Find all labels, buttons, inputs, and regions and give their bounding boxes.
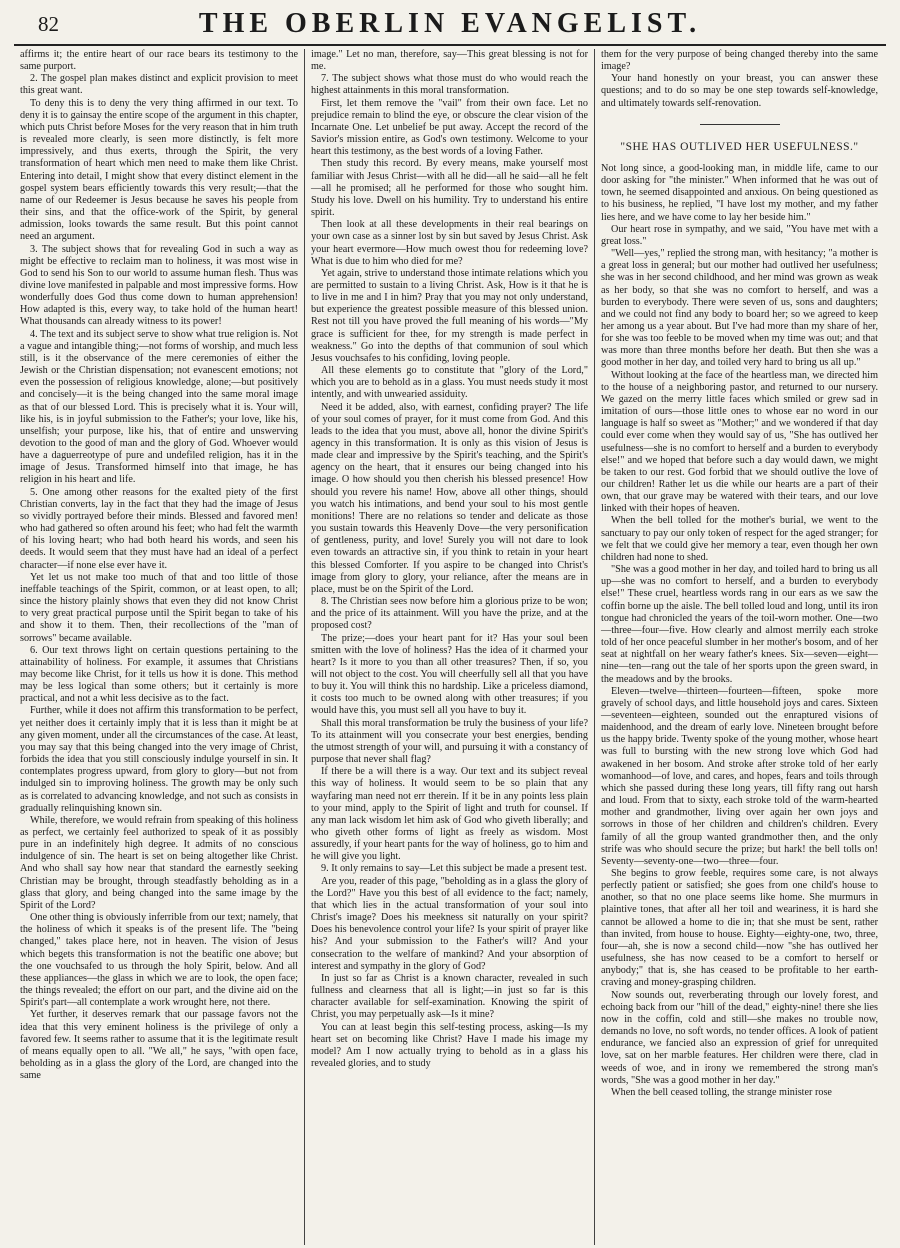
paragraph: Not long since, a good-looking man, in middle life, came to our door asking for "the minister." When informed that he was out of town, he seemed disappointed and anxious. On being questioned as to his business, he replied, "I have lost my mother, and my father lies here, and we have come to lay her beside him." bbox=[601, 162, 878, 223]
paragraph: When the bell tolled for the mother's burial, we went to the sanctuary to pay our only token of respect for the aged stranger; for we felt that we could give her memory a tear, even though her own children had none to shed. bbox=[601, 515, 878, 563]
paragraph: You can at least begin this self-testing process, asking—Is my heart set on becoming like Christ? Have I made his image my model? Am I now actually trying to behold as in a glass his revealed glories, and to study bbox=[311, 1021, 588, 1069]
paragraph: 8. The Christian sees now before him a glorious prize to be won; and the price of its attainment. Will you have the prize, and at the proposed cost? bbox=[311, 596, 588, 632]
article-heading bbox=[601, 124, 878, 153]
paragraph: image." Let no man, therefore, say—This great blessing is not for me. bbox=[311, 49, 588, 73]
paragraph: Are you, reader of this page, "beholding as in a glass the glory of the Lord?" Have you this best of all evidence to the fact; namely, that which lies in the actual transformation of your soul into Christ's image? Does his meekness sit naturally on your spirit? Does his benevolence control your life? Is your spirit of prayer like his? And your submission to the Father's will? And your consecration to the welfare of mankind? And your absorption of interest and sympathy in the glory of God? bbox=[311, 875, 588, 972]
paragraph: Eleven—twelve—thirteen—fourteen—fifteen, spoke more gravely of school days, and little household joys and cares. Sixteen—seventeen—eighteen, sounded out the enraptured visions of maidenhood, and the dream of early love. Nineteen brought before us the happy bride. Twenty spoke of the young mother, whose heart was full to bursting with the new strong love which God had awakened in her bosom. And stroke after stroke told of her early womanhood—of love, and cares, and hopes, fears and toils through which she passed during these long years, till fifty rang out harsh and loud. From that to sixty, each stroke told of the warm-hearted mother and grandmother, living over again her own joys and sorrows in those of her children and children's children. Every family of all the group wanted grandmother then, and the only strife was who should secure the prize; but hark! the bell tolls on! Seventy—seventy-one—two—three—four. bbox=[601, 685, 878, 867]
paragraph: Without looking at the face of the heartless man, we directed him to the house of a neighboring pastor, and returned to our nursery. We gazed on the merry little faces which smiled or grew sad in imitation of ours—those little ones to whose ear no word in our language is half so sweet as "Mother;" and we wondered if that day could ever come when they would say of us, "She has outlived her usefulness—she is no comfort to herself and a burden to everybody else!" and we hoped that before such a day would dawn, we might be taken to our rest. God forbid that we should outlive the love of our children! Rather let us die while our hearts are a part of their own, that our grave may be watered with their tears, and our love linked with their hopes of heaven. bbox=[601, 369, 878, 515]
paragraph: First, let them remove the "vail" from their own face. Let no prejudice remain to blind the eye, or obscure the clear vision of the Incarnate One. Let unbelief be put away. Accept the record of the Savior's mission entire, as God's own testimony. Welcome to your heart this testimony, as the best words of a loving Father. bbox=[311, 97, 588, 158]
paragraph: them for the very purpose of being changed thereby into the same image? bbox=[601, 49, 878, 73]
paragraph: Then look at all these developments in their real bearings on your own case as a sinner lost by sin but saved by Jesus Christ. Ask your heart evermore—How much owest thou for redeeming love? What is due to him who died for me? bbox=[311, 219, 588, 267]
paragraph: affirms it; the entire heart of our race bears its testimony to the same purport. bbox=[20, 49, 298, 73]
paragraph: Further, while it does not affirm this transformation to be perfect, yet neither does it certainly imply that it is less than it might be at any given moment, under all the circumstances of the case. At least, you may say that this being changed into the very image of Christ, forbids the idea that you still consciously indulge yourself in sin. It contemplates progress upward, from glory to glory—but not from indulged sin to improving holiness. The growth may be only such as is correlated to advancing knowledge, and not such as consists in gradually relinquishing known sin. bbox=[20, 705, 298, 814]
paragraph: 7. The subject shows what those must do who would reach the highest attainments in this moral transformation. bbox=[311, 73, 588, 97]
newspaper-title: THE OBERLIN EVANGELIST. bbox=[198, 8, 702, 39]
paragraph: If there be a will there is a way. Our text and its subject reveal this way of holiness. It would seem to be so plain that any wayfaring man need not err therein. If it be in any points less plain to your mind, apply to the Spirit of light and truth for counsel. If any man lack wisdom let him ask of God who giveth liberally; and who giveth other forms of light as freely as wisdom. Most assuredly, if your heart pants for the way of holiness, go to him and he will give you light. bbox=[311, 766, 588, 863]
paragraph: 3. The subject shows that for revealing God in such a way as might be effective to reclaim man to holiness, it was most wise in God to send his Son to our world to assume human flesh. Thus was divine love manifested in palpable and most impressive forms. How wonderfully does God thus come down to human apprehension! How adapted is this, every way, to take hold of the human heart! What thousands can already witness to its power! bbox=[20, 243, 298, 328]
paragraph: 9. It only remains to say—Let this subject be made a present test. bbox=[321, 863, 587, 875]
paragraph: Now sounds out, reverberating through our lovely forest, and echoing back from our "hill of the dead," eighty-nine! there she lies now in the coffin, cold and still—she makes no trouble now, demands no love, no soft words, no tender offices. A look of patient endurance, we fancied also an expression of grief for unrequited love, sat on her marble features. Her children were there, clad in weeds of woe, and in irony we remembered the strong man's words, "She was a good mother in her day." bbox=[601, 989, 878, 1086]
paragraph: She begins to grow feeble, requires some care, is not always perfectly patient or satisfied; she goes from one child's house to another, so that no one place seems like home. She murmurs in plaintive tones, that after all her toil and weariness, it is hard she cannot be allowed a home to die in; that she must be sent, rather than invited, from house to house. Eighty—eighty-one, two, three, four—ah, she is now a second child—now "she has outlived her usefulness, she has now ceased to be a comfort to herself or anybody;" that is, she has ceased to be profitable to her earth-craving and money-grasping children. bbox=[601, 868, 878, 989]
paragraph: "She was a good mother in her day, and toiled hard to bring us all up—she was no comfort to herself, and a burden to everybody else!" These cruel, heartless words rang in our ears as we saw the coffin borne up the aisle. The bell tolled loud and long, until its iron tongue had chronicled the years of the toil-worn mother. One—two—three—four—five. How clearly and almost merrily each stroke told of her once peaceful slumber in her mother's bosom, and of her seat at nightfall on her weary father's knees. Six—seven—eight—nine—ten—rang out the tale of her sports upon the green sward, in the meadows and by the brooks. bbox=[601, 564, 878, 685]
column-left bbox=[14, 49, 304, 1245]
paragraph: One other thing is obviously inferrible from our text; namely, that the holiness of which it speaks is of the present life. The "being changed," takes place here, not in heaven. The vision of Jesus which begets this transformation is not the beatific one above; but the one vouchsafed to us through the holy Spirit, below. And all these appliances—the glass in which we are to look, the open face; the things revealed; the effort on our part, and the divine aid on the Spirit's part—all contemplate a work wrought here, not there. bbox=[20, 912, 298, 1009]
paragraph: The prize;—does your heart pant for it? Has your soul been smitten with the love of holiness? Has the idea of it charmed your heart? Is it more to you than all other treasures? Then, if so, you will not object to the cost. You will cheerfully sell all that you have to buy it. You will think this no hardship. Like a priceless diamond, it costs too much to be owned along with other treasures; if you would have this, you must sell all you have to buy it. bbox=[311, 632, 588, 717]
masthead bbox=[14, 0, 886, 46]
column-right-continued-text bbox=[601, 49, 878, 110]
heading-rule bbox=[700, 124, 780, 125]
paragraph: Shall this moral transformation be truly the business of your life? To its attainment will you consecrate your best energies, bending the utmost strength of your will, and pursuing it with a constancy of purpose that never shall flag? bbox=[311, 717, 589, 766]
paragraph: Our heart rose in sympathy, and we said, "You have met with a great loss." bbox=[601, 223, 878, 247]
column-middle bbox=[304, 49, 594, 1245]
paragraph: Then study this record. By every means, make yourself most familiar with Jesus Christ—with all he did—all he said—all he felt—all he promised; all he performed for those who sought him. Study his love. Dwell on his humility. Try to understand his entire spirit. bbox=[311, 158, 588, 219]
page-number: 82 bbox=[38, 12, 59, 36]
paragraph: Yet let us not make too much of that and too little of those ineffable teachings of the Spirit, common, or at least open, to all; since the history plainly shows that even they did not know Christ to very great practical purpose until the Spirit began to take of his and show it to them. Then, their recollections of the "man of sorrows" became available. bbox=[20, 571, 298, 644]
paragraph: "Well—yes," replied the strong man, with hesitancy; "a mother is a great loss in general; but our mother had outlived her usefulness; she was in her second childhood, and her mind was grown as weak as her body, so that she was no comfort to herself, and was a burden to everybody. There were seven of us, sons and daughters; and we could not find any body to board her; so we agreed to keep her among us a year about. But I've had more than my share of her, for she was too feeble to be moved when my time was out; and that was more than three months before her death. But then she was a good mother in her day, and toiled very hard to bring us all up." bbox=[601, 248, 878, 369]
paragraph: Yet further, it deserves remark that our passage favors not the idea that this very eminent holiness is the privilege of only a favored few. It seems rather to assume that it is the legitimate result of means equally open to all. "We all," he says, "with open face, beholding as in a glass the glory of the Lord, are changed into the same bbox=[20, 1009, 298, 1082]
paragraph: Your hand honestly on your breast, you can answer these questions; and to do so may be one step towards self-knowledge, and ultimately towards self-renovation. bbox=[601, 73, 878, 109]
paragraph: To deny this is to deny the very thing affirmed in our text. To deny it is to gainsay the entire scope of the argument in this chapter, which puts Christ before Moses for the very reason that in him truth is revealed more clearly, is seen more distinctly, is felt more impressively, and thus exerts, through the Spirit, the very transformation of heart which men need to make them like Christ. Entering into detail, I might show that every distinct element in the gospel system bears efficiently towards this very result;—that the name of our Redeemer is Jesus because he saves his people from their sins, and that the office-work of the Spirit, by general admission, looks towards the same result. But this point cannot need an argument. bbox=[20, 97, 298, 243]
paragraph: All these elements go to constitute that "glory of the Lord," which you are to behold as in a glass. You must needs study it most intently, and with unwearied assiduity. bbox=[311, 365, 588, 401]
paragraph: 6. Our text throws light on certain questions pertaining to the attainability of holiness. For example, it assumes that Christians may become like Christ, for it tells us how it is done. This method may be less logical than some others; but it certainly is more practical, and not a whit less decisive as to the fact. bbox=[20, 644, 298, 705]
paragraph: While, therefore, we would refrain from speaking of this holiness as perfect, we certainly feel authorized to speak of it as possibly pure in an indefinitely high degree. It admits of no conscious indulgence of sin. The heart is set on being altogether like Christ. And who shall say how near that standard the earnestly seeking Christian may be brought, through steadfastly beholding as in a glass that glory, and being changed into the same image by the Spirit of the Lord? bbox=[20, 814, 298, 911]
text-columns bbox=[14, 49, 886, 1245]
paragraph: 4. The text and its subject serve to show what true religion is. Not a vague and intangible thing;—not forms of worship, and much less still, is it the observance of the mere ceremonies of either the Jewish or the Christian dispensation; not evanescent emotions; not even the possession of religious knowledge, alone;—but positively and concisely—it is the being changed into the same moral image as that of our blessed Lord. This is precisely what it is. Your will, like his, is in joyful submission to the Father's; your love, like his, unselfish; your purpose, like his, that of entire and unswerving devotion to the good of man and the glory of God. Whoever would have a daguerreotype of pure and undefiled religion, has it in the image of Jesus. Transformed himself into that image, he has religion in his heart and life. bbox=[20, 328, 298, 486]
article-title: "SHE HAS OUTLIVED HER USEFULNESS." bbox=[620, 140, 859, 153]
paragraph: 5. One among other reasons for the exalted piety of the first Christian converts, lay in the fact that they had the image of Jesus so vividly portrayed before their minds. Blessed and favored men! who had gathered so often around his feet; who had felt the warmth of his loving heart; who had both heard his words, and seen his deeds. It would seem that they must have had an ideal of a perfect character—if none else ever have it. bbox=[20, 486, 298, 571]
article-body bbox=[601, 163, 878, 1099]
paragraph: When the bell ceased tolling, the strange minister rose bbox=[611, 1086, 832, 1098]
paragraph: Yet again, strive to understand those intimate relations which you are permitted to sustain to a living Christ. Ask, How is it that he is to live in me and I in him? Pray that you may not only understand, but experience the greatest possible measure of this blessed union. Rest not till you have proved the full meaning of his words—"My grace is sufficient for thee, for my strength is made perfect in weakness." Go into the depths of that communion of soul which Jesus vouchsafes to his confiding, loving people. bbox=[311, 267, 588, 364]
paragraph: In just so far as Christ is a known character, revealed in such fullness and clearness that all is light;—in just so far is this character available for self-examination. Knowing the spirit of Christ, you may perpetually ask—Is it mine? bbox=[311, 972, 588, 1021]
column-right bbox=[594, 49, 884, 1245]
paragraph: Need it be added, also, with earnest, confiding prayer? The life of your soul comes of prayer, for it must come from God. And this leads to the idea that you must, above all, honor the divine Spirit's agency in this transformation. It is only as this vision of Jesus is made clear and impressive by the Spirit's teaching, and the Spirit's agency on the heart, that it ensures our being changed into his image. O how should you then cherish his blessed presence! How should you revere his name! How, above all other things, should you watch his intimations, and bend your soul to his most gentle monitions! There are no relations so tender and delicate as those you sustain towards this Heavenly Dove—the very personification of gentleness, purity, and love! Surely you will not dare to look even towards an attractive sin, if you think to retain in your heart this blessed Comforter. If you aspire to be changed into Christ's image from glory to glory, your reliance, after the means are in place, must be on the Spirit of the Lord. bbox=[311, 401, 588, 595]
paragraph: 2. The gospel plan makes distinct and explicit provision to meet this great want. bbox=[20, 73, 298, 97]
